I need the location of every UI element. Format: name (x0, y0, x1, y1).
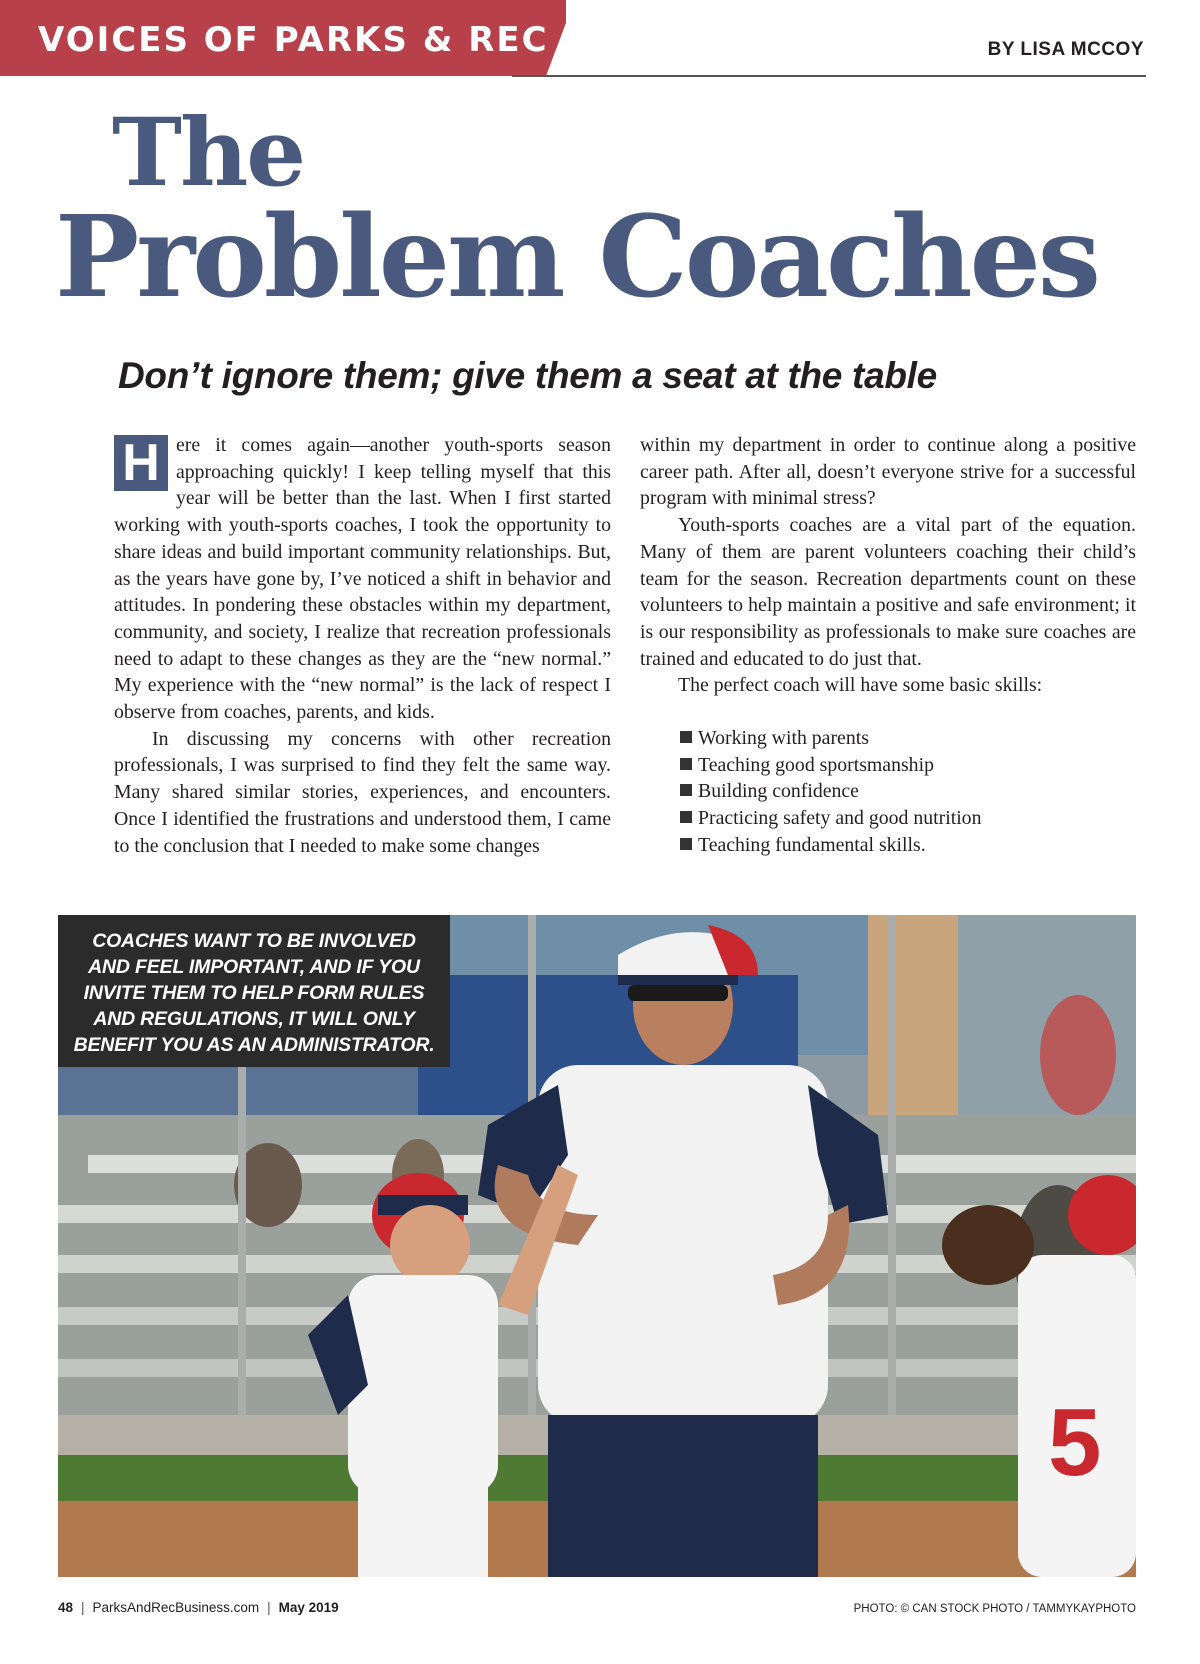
subtitle: Don’t ignore them; give them a seat at the table (118, 355, 937, 396)
footer-separator: | (81, 1600, 85, 1615)
skills-list (640, 725, 1136, 859)
title-line-2: Problem Coaches (55, 192, 1098, 323)
paragraph: In discussing my concerns with other recreation professionals, I was surprised to find they felt the same way. Many shared similar stories, experiences, and encounters. Once I identified the frustrations and understood them, I came to the conclusion that I needed to make some changes (114, 727, 611, 857)
jersey-number: 5 (1048, 1389, 1102, 1496)
footer-issue: May 2019 (278, 1600, 339, 1615)
bullet-icon (680, 784, 692, 796)
bullet-icon (680, 758, 692, 770)
byline: BY LISA MCCOY (987, 39, 1144, 60)
title-line-1: The (112, 98, 305, 208)
page-footer (58, 1600, 339, 1615)
paragraph (114, 432, 611, 726)
paragraph: Youth-sports coaches are a vital part of the equation. Many of them are parent volunteers coaching their child’s team for the season. Recreation departments count on these volunteers to help maintain a positive and safe environment; it is our responsibility as professionals to make sure coaches are trained and educated to do just that. (640, 514, 1136, 670)
drop-cap: H (114, 435, 168, 491)
paragraph: within my department in order to continue along a positive career path. After all, doesn’t everyone strive for a successful program with minimal stress? (640, 434, 1136, 510)
article-column-left (114, 432, 611, 859)
list-item: Building confidence (680, 778, 1136, 805)
footer-separator: | (267, 1600, 271, 1615)
section-title: VOICES OF PARKS & REC (38, 20, 549, 60)
header-rule (512, 75, 1146, 77)
list-item: Working with parents (680, 725, 1136, 752)
pull-quote: COACHES WANT TO BE INVOLVED AND FEEL IMPORTANT, AND IF YOU INVITE THEM TO HELP FORM RULES AND REGULATIONS, IT WILL ONLY BENEFIT YOU AS AN ADMINISTRATOR. (58, 915, 450, 1067)
article-column-right (640, 432, 1136, 859)
bullet-icon (680, 838, 692, 850)
list-item: Teaching fundamental skills. (680, 832, 1136, 859)
footer-site: ParksAndRecBusiness.com (92, 1600, 260, 1615)
paragraph-text: ere it comes again—another youth-sports season approaching quickly! I keep telling myself that this year will be better than the last. When I first started working with youth-sports coaches, I took the opportunity to share ideas and build important community relationships. But, as the years have gone by, I’ve noticed a shift in behavior and attitudes. In pondering these obstacles within my department, community, and society, I realize that recreation professionals need to adapt to these changes as they are the “new normal.” My experience with the “new normal” is the lack of respect I observe from coaches, parents, and kids. (114, 434, 611, 724)
list-item: Teaching good sportsmanship (680, 752, 1136, 779)
paragraph: The perfect coach will have some basic skills: (678, 674, 1043, 697)
bullet-icon (680, 731, 692, 743)
bullet-icon (680, 811, 692, 823)
photo-credit: PHOTO: © CAN STOCK PHOTO / TAMMYKAYPHOTO (853, 1603, 1136, 1615)
page-number: 48 (58, 1600, 74, 1615)
list-item: Practicing safety and good nutrition (680, 805, 1136, 832)
